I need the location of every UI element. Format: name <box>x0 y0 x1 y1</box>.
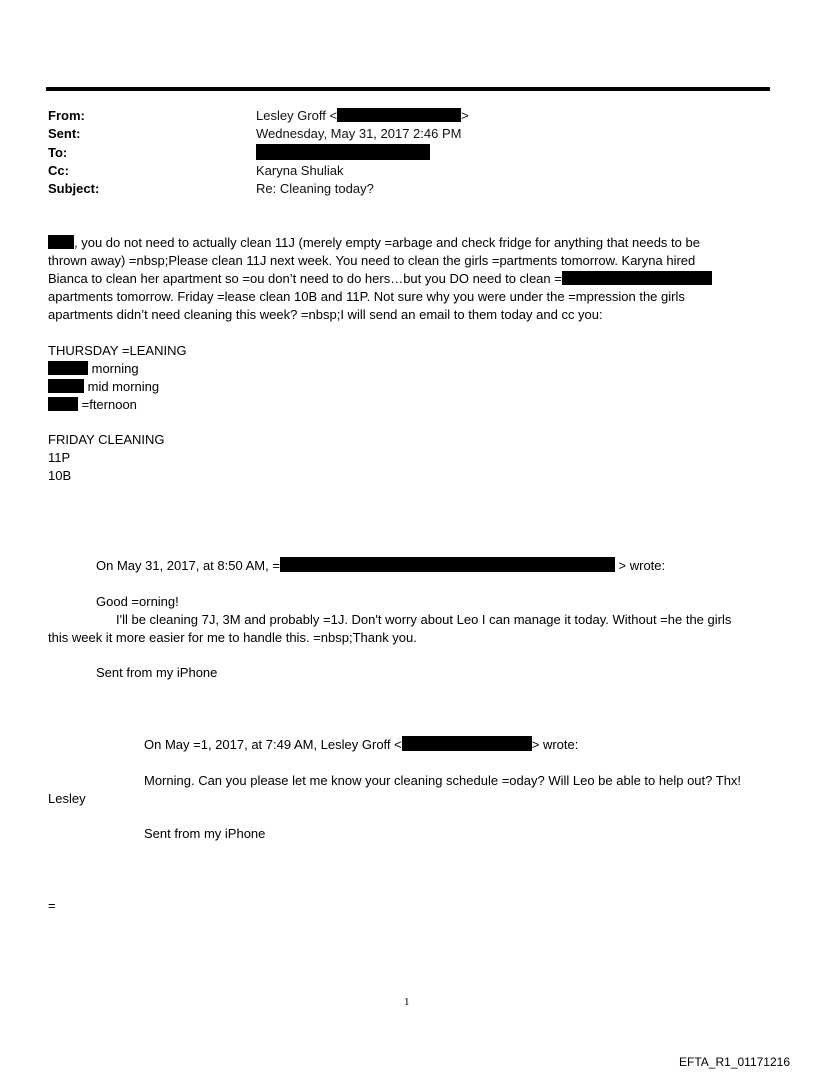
subject-label: Subject: <box>48 181 100 196</box>
redaction-box <box>337 108 461 122</box>
friday-list <box>48 431 165 485</box>
trailing-equals: = <box>48 898 56 913</box>
body-line <box>48 270 712 288</box>
quote1-intro-end: > wrote: <box>614 558 666 573</box>
redaction-box <box>48 361 88 375</box>
quote2-sign-name: Lesley <box>48 791 86 806</box>
thursday-heading: THURSDAY =LEANING <box>48 343 187 358</box>
redaction-box <box>48 235 74 249</box>
list-item <box>48 360 187 378</box>
thursday-list <box>48 342 187 414</box>
body-text: , you do not need to actually clean 11J (merely empty =arbage and check fridge for anything that needs to be <box>74 235 700 250</box>
sent-label: Sent: <box>48 126 81 141</box>
redaction-box <box>280 557 615 572</box>
header-rule <box>46 87 770 91</box>
list-item-text: =fternoon <box>78 397 137 412</box>
list-item-text: morning <box>88 361 139 376</box>
redaction-box <box>402 736 532 751</box>
from-label: From: <box>48 108 85 123</box>
from-name: Lesley Groff < <box>256 108 338 123</box>
list-item <box>48 396 187 414</box>
quote1-intro <box>96 557 665 575</box>
quote1-intro-text: On May 31, 2017, at 8:50 AM, = <box>96 558 280 573</box>
redaction-box <box>48 379 84 393</box>
quote2-intro-text: On May =1, 2017, at 7:49 AM, Lesley Groff < <box>144 737 402 752</box>
quote2-line: Morning. Can you please let me know your cleaning schedule =oday? Will Leo be able to help out? Thx! <box>144 773 742 788</box>
document-id: EFTA_R1_01171216 <box>679 1055 790 1069</box>
quote1-line: this week it more easier for me to handle this. =nbsp;Thank you. <box>48 630 417 645</box>
to-label: To: <box>48 145 68 160</box>
list-item-text: mid morning <box>84 379 160 394</box>
from-end: > <box>461 108 469 123</box>
redaction-box <box>562 271 712 285</box>
subject-value: Re: Cleaning today? <box>256 181 374 196</box>
body-text: Bianca to clean her apartment so =ou don’t need to do hers…but you DO need to clean = <box>48 271 562 286</box>
body-line: thrown away) =nbsp;Please clean 11J next week. You need to clean the girls =partments tomorrow. Karyna hired <box>48 253 696 268</box>
list-item: 10B <box>48 468 72 483</box>
body-line <box>48 234 712 252</box>
list-item <box>48 378 187 396</box>
redaction-box <box>256 144 430 160</box>
quote2-intro <box>144 736 578 754</box>
body-paragraph <box>48 234 712 324</box>
cc-value: Karyna Shuliak <box>256 163 344 178</box>
to-value <box>256 144 430 163</box>
quote1-line: I'll be cleaning 7J, 3M and probably =1J. Don't worry about Leo I can manage it today. Without =he the girls <box>116 612 732 627</box>
body-line: apartments tomorrow. Friday =lease clean 10B and 11P. Not sure why you were under the =mpression the girls <box>48 289 685 304</box>
redaction-box <box>48 397 78 411</box>
sent-value: Wednesday, May 31, 2017 2:46 PM <box>256 126 462 141</box>
cc-label: Cc: <box>48 163 69 178</box>
list-item: 11P <box>48 450 71 465</box>
quote2-signature: Sent from my iPhone <box>144 826 266 841</box>
from-value <box>256 107 469 125</box>
page-number: 1 <box>404 996 410 1008</box>
friday-heading: FRIDAY CLEANING <box>48 432 165 447</box>
quote1-greeting: Good =orning! <box>96 594 179 609</box>
quote1-signature: Sent from my iPhone <box>96 665 218 680</box>
body-line: apartments didn’t need cleaning this week? =nbsp;I will send an email to them today and cc you: <box>48 307 603 322</box>
quote2-intro-end: > wrote: <box>531 737 579 752</box>
